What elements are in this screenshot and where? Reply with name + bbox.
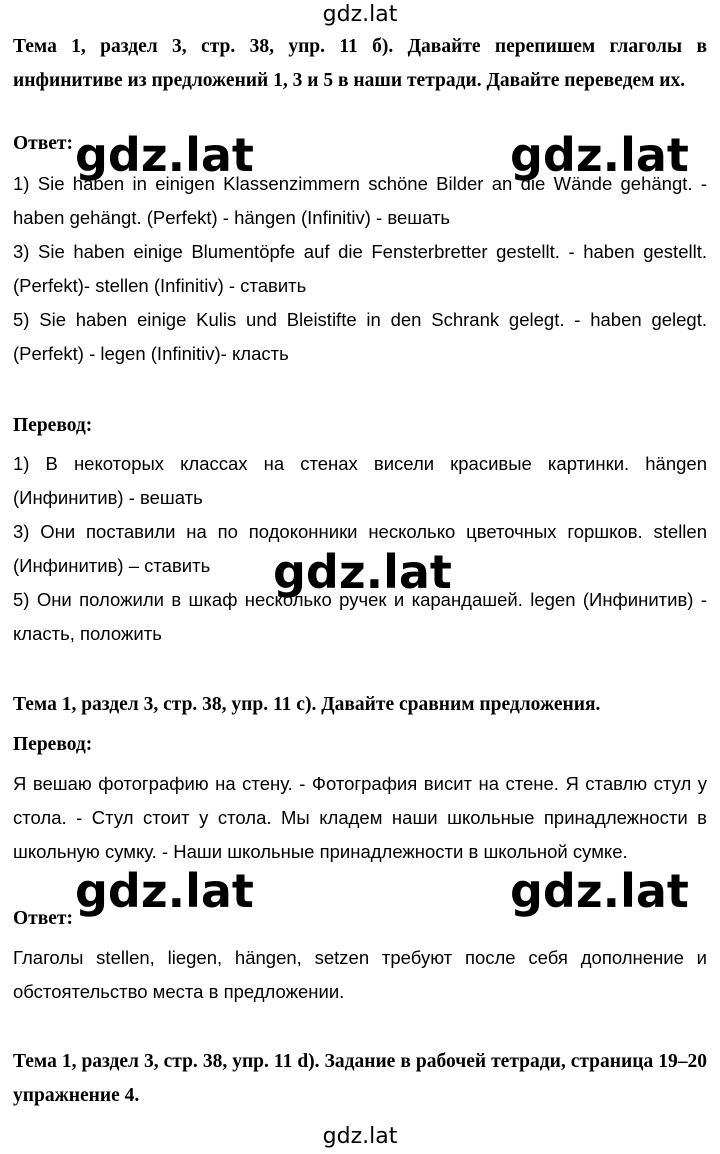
answer-line-3: 3) Sie haben einige Blumentöpfe auf die Fensterbretter gestellt. - haben gestellt. (Perfekt)- stellen (Infinitiv) - ставить (13, 241, 707, 296)
section2-answer-text: Глаголы stellen, liegen, hängen, setzen требуют после себя дополнение и обстоятельство места в предложении. (13, 947, 707, 1002)
translation-line-1: 1) В некоторых классах на стенах висели красивые картинки. hängen (Инфинитив) - вешать (13, 453, 707, 508)
translation-line-5: 5) Они положили в шкаф несколько ручек и карандашей. legen (Инфинитив) - класть, положить (13, 589, 707, 644)
translation-line-3: 3) Они поставили на по подоконники несколько цветочных горшков. stellen (Инфинитив) – ставить (13, 521, 707, 576)
section1-answer-label: Ответ: (13, 133, 74, 154)
watermark-logo: gdz.lat (273, 545, 452, 599)
answer-line-5: 5) Sie haben einige Kulis und Bleistifte in den Schrank gelegt. - haben gelegt. (Perfekt) - legen (Infinitiv)- класть (13, 309, 707, 364)
section3-heading: Тема 1, раздел 3, стр. 38, упр. 11 d). Задание в рабочей тетради, страница 19–20 упражнение 4. (13, 1051, 707, 1106)
section1-heading: Тема 1, раздел 3, стр. 38, упр. 11 б). Давайте перепишем глаголы в инфинитиве из предложений 1, 3 и 5 в наши тетради. Давайте переведем их. (13, 36, 707, 91)
section2-translation-text: Я вешаю фотографию на стену. - Фотография висит на стене. Я ставлю стул у стола. - Стул стоит у стола. Мы кладем наши школьные принадлежности в школьную сумку. - Наши школьные принадлежности в школьной сумке. (13, 773, 707, 862)
section2-answer-label: Ответ: (13, 908, 74, 929)
watermark-logo: gdz.lat (75, 864, 254, 918)
answer-line-1: 1) Sie haben in einigen Klassenzimmern schöne Bilder an die Wände gehängt. - haben gehängt. (Perfekt) - hängen (Infinitiv) - вешать (13, 173, 707, 228)
section1-translation-label: Перевод: (13, 415, 93, 436)
site-label-top: gdz.lat (322, 2, 398, 27)
section2-translation-label: Перевод: (13, 734, 93, 755)
watermark-logo: gdz.lat (510, 864, 689, 918)
watermark-logo: gdz.lat (75, 128, 254, 182)
watermark-logo: gdz.lat (510, 128, 689, 182)
section2-heading: Тема 1, раздел 3, стр. 38, упр. 11 c). Давайте сравним предложения. (13, 694, 601, 715)
site-label-bottom: gdz.lat (322, 1124, 398, 1149)
